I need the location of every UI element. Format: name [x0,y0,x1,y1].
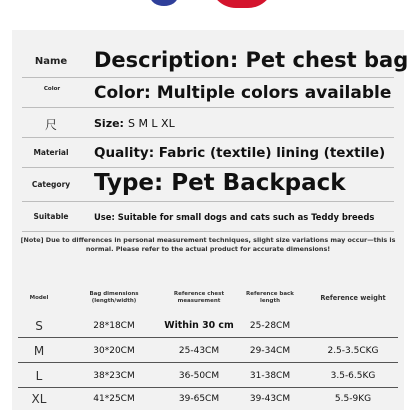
weight-cell: 2.5-3.5CKG [327,345,379,356]
column-header: Model [29,294,49,301]
spec-card [12,30,409,306]
bag-cell: 30*20CM [93,345,135,356]
chest-cell: 39-65CM [178,393,220,404]
size-options: S M L XL [127,117,175,130]
top-decoration [0,0,416,24]
model-cell: M [33,343,45,358]
row-line [18,337,398,338]
bag-cell: 38*23CM [93,370,135,381]
chest-cell: Within 30 cm [164,320,234,331]
weight-cell: 5.5-9KG [334,393,372,404]
back-cell: 29-34CM [249,345,291,356]
size-note: [Note] Due to differences in personal measurement techniques, slight size variations may occur—this is normal. Please refer to the actual product for accurate dimensions! [20,236,396,253]
column-header: Reference weight [320,293,386,302]
spec-row-material [22,138,394,168]
spec-value: Description: Pet chest bag [94,48,409,72]
back-cell: 25-28CM [249,320,291,331]
spec-row-size [22,108,394,138]
table-row [12,314,404,338]
table-header [12,284,404,312]
spec-row-suitable [22,202,394,232]
back-cell: 39-43CM [249,393,291,404]
spec-label: Name [34,56,68,67]
column-header: Bag dimensions (length/width) [89,291,139,304]
model-cell: XL [31,391,47,406]
spec-label: Suitable [33,212,69,221]
size-table [12,284,404,410]
chest-cell: 36-50CM [178,370,220,381]
spec-row-name [22,44,409,78]
divider [22,231,394,232]
column-header: Reference chest measurement [173,291,225,304]
back-cell: 31-38CM [249,370,291,381]
table-row [12,339,404,363]
bag-cell: 28*18CM [93,320,135,331]
weight-cell [308,314,398,337]
spec-label: 尺 [44,118,57,132]
column-header: Reference back length [246,291,294,304]
spec-value: Size: [94,117,124,130]
model-cell: L [35,368,43,383]
red-shape [210,0,274,8]
spec-label: Category [31,180,71,189]
table-row [12,364,404,388]
model-cell: S [35,318,43,333]
spec-row-category [22,168,394,202]
spec-label: Color [43,86,61,92]
spec-value: Use: Suitable for small dogs and cats such as Teddy breeds [94,212,375,222]
spec-value: Color: Multiple colors available [94,83,392,103]
spec-label: Material [33,148,69,157]
table-row [12,387,404,411]
blue-shape [150,0,178,6]
row-line [18,362,398,363]
spec-row-color [22,78,394,108]
weight-cell: 3.5-6.5KG [330,370,376,381]
chest-cell: 25-43CM [178,345,220,356]
spec-value: Type: Pet Backpack [94,170,346,196]
spec-value: Quality: Fabric (textile) lining (textile) [94,145,386,161]
bag-cell: 41*25CM [93,393,135,404]
